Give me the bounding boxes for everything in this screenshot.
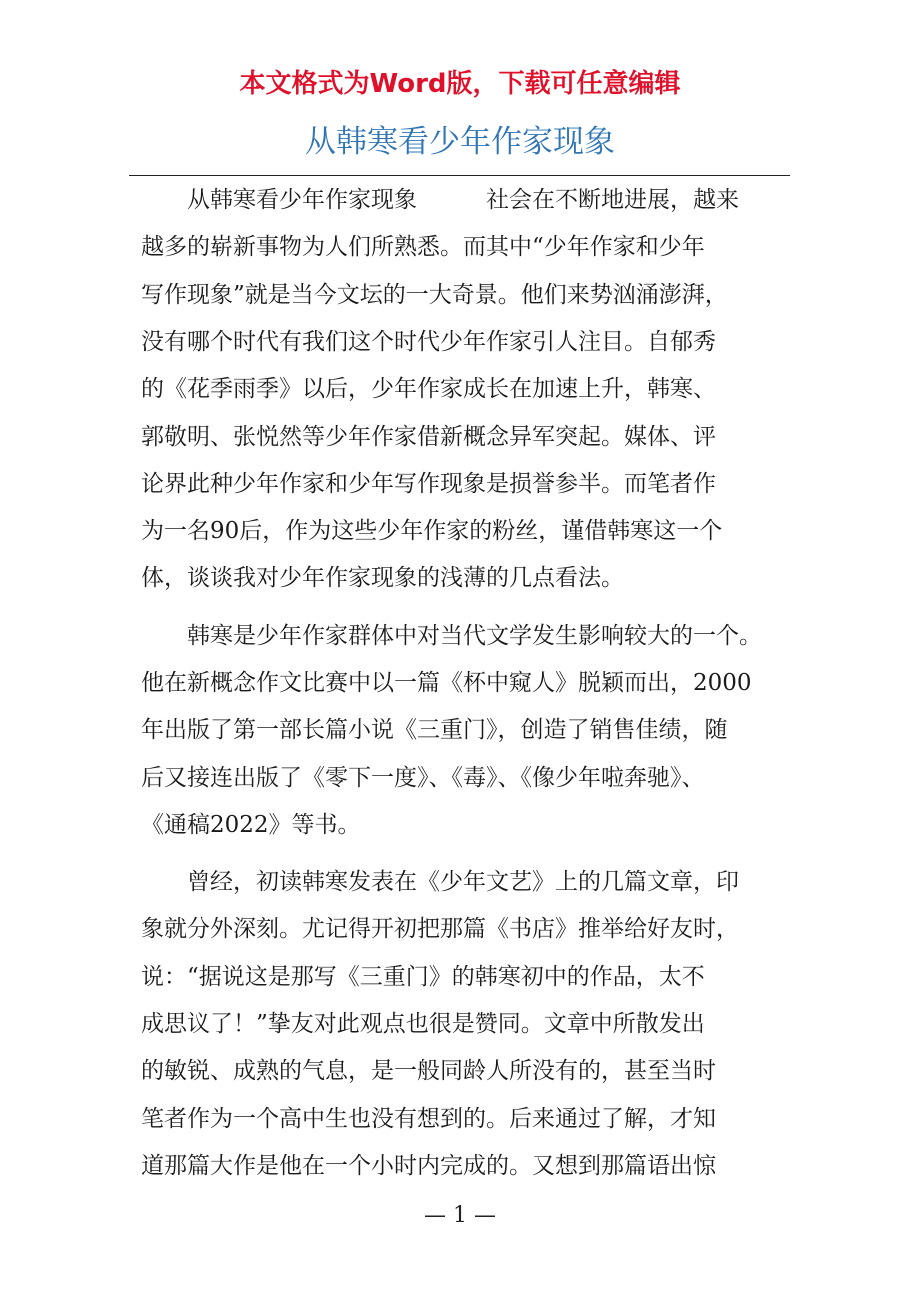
text-line: 的敏锐、成熟的气息，是一般同龄人所没有的，甚至当时 — [141, 1058, 716, 1084]
text-line: 为一名90后，作为这些少年作家的粉丝，谨借韩寒这一个 — [141, 518, 723, 544]
text-line: 的《花季雨季》以后，少年作家成长在加速上升，韩寒、 — [141, 376, 716, 402]
text-line: 越多的崭新事物为人们所熟悉。而其中“少年作家和少年 — [141, 234, 705, 260]
document-title: 从韩寒看少年作家现象 — [305, 124, 615, 160]
text-line: 象就分外深刻。尤记得开初把那篇《书店》推举给好友时， — [141, 916, 739, 942]
text-line: 论界此种少年作家和少年写作现象是损誉参半。而笔者作 — [141, 471, 716, 497]
page-number: — 1 — — [424, 1203, 496, 1228]
text-line: 后又接连出版了《零下一度》、《毒》、《像少年啦奔驰》、 — [141, 765, 705, 791]
download-banner: 本文格式为Word版，下载可任意编辑 — [239, 69, 681, 99]
text-line: 《通稿2022》等书。 — [141, 812, 361, 838]
text-line: 道那篇大作是他在一个小时内完成的。又想到那篇语出惊 — [141, 1153, 716, 1179]
text-line: 韩寒是少年作家群体中对当代文学发生影响较大的一个。 — [187, 623, 762, 649]
text-line: 郭敬明、张悦然等少年作家借新概念异军突起。媒体、评 — [141, 424, 716, 450]
text-line: 体，谈谈我对少年作家现象的浅薄的几点看法。 — [141, 565, 624, 591]
text-line: 没有哪个时代有我们这个时代少年作家引人注目。自郁秀 — [141, 329, 716, 355]
text-line: 年出版了第一部长篇小说《三重门》，创造了销售佳绩，随 — [141, 717, 728, 743]
text-line: 写作现象”就是当今文坛的一大奇景。他们来势汹涌澎湃， — [141, 282, 728, 308]
text-line: 说：“据说这是那写《三重门》的韩寒初中的作品，太不 — [141, 964, 705, 990]
text-line: 他在新概念作文比赛中以一篇《杯中窥人》脱颖而出，2000 — [141, 670, 752, 696]
text-line: 成思议了！”挚友对此观点也很是赞同。文章中所散发出 — [141, 1011, 705, 1037]
text-line: 从韩寒看少年作家现象 社会在不断地进展，越来 — [187, 187, 739, 213]
text-line: 笔者作为一个高中生也没有想到的。后来通过了解，才知 — [141, 1106, 716, 1132]
text-line: 曾经，初读韩寒发表在《少年文艺》上的几篇文章，印 — [187, 869, 739, 895]
